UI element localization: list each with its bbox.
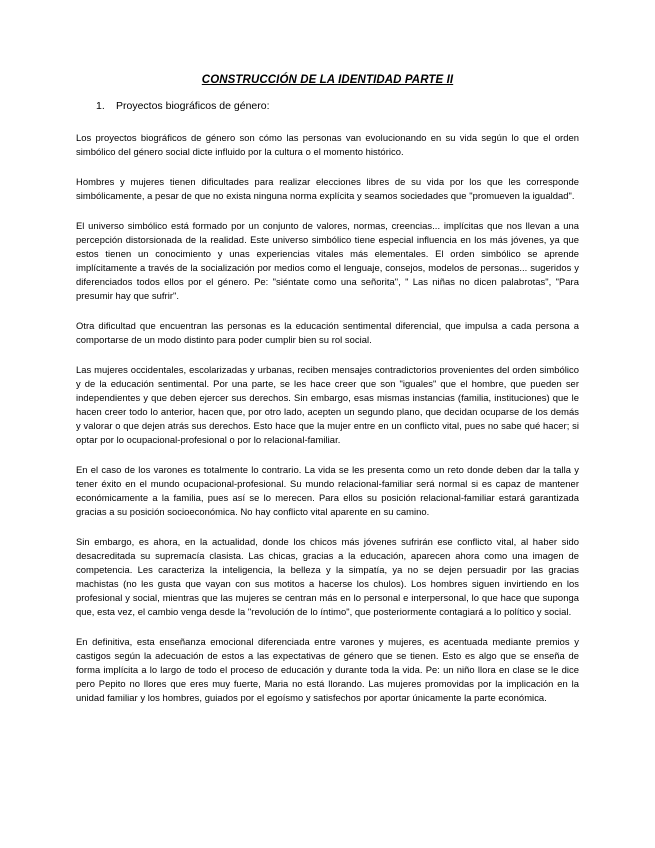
list-number: 1. [96, 100, 105, 112]
paragraph-1: Los proyectos biográficos de género son cómo las personas van evolucionando en su vida según lo que el orden simbólico del género social dicte influido por la cultura o el momento histórico. [76, 132, 579, 157]
paragraph-3: El universo simbólico está formado por un conjunto de valores, normas, creencias... implícitas que nos llevan a una percepción distorsionada de la realidad. Este universo simbólico tiene especial influencia en los más jóvenes, ya que estos tienen un conocimiento y unas experiencias vitales más elementales. El orden simbólico se aprende implícitamente a través de la socialización por medios como el lenguaje, consejos, modelos de personas... sugeridos y diferenciados todos ellos por el género. Pe: "siéntate como una señorita", " Las niñas no dicen palabrotas", "Para presumir hay que sufrir". [76, 220, 579, 301]
paragraph-4: Otra dificultad que encuentran las personas es la educación sentimental diferencial, que impulsa a cada persona a comportarse de un modo distinto para poder cumplir bien su rol social. [76, 320, 579, 345]
paragraph-6: En el caso de los varones es totalmente lo contrario. La vida se les presenta como un reto donde deben dar la talla y tener éxito en el mundo ocupacional-profesional. Su mundo relacional-familiar será normal si es capaz de mantener económicamente a la familia, pues así se lo merecen. Para ellos su posición relacional-familiar estará garantizada gracias a su posición socioeconómica. No hay conflicto vital aparente en su camino. [76, 464, 579, 517]
page-title: CONSTRUCCIÓN DE LA IDENTIDAD PARTE II [201, 74, 454, 86]
paragraph-7: Sin embargo, es ahora, en la actualidad, donde los chicos más jóvenes sufrirán ese conflicto vital, al haber sido desacreditada su supremacía clasista. Las chicas, gracias a la educación, aparecen ahora como una imagen de competencia. Les caracteriza la inteligencia, la belleza y la simpatía, ya no se dejen persuadir por las gracias machistas (no les gusta que vayan con sus motitos a hacerse los chulos). Los hombres siguen invirtiendo en los profesional y social, mientras que las mujeres se centran más en lo personal e interpersonal, lo que hace que suponga que, esta vez, el cambio venga desde la "revolución de lo íntimo", que posteriormente contagiará a lo político y social. [76, 536, 579, 617]
list-label: Proyectos biográficos de género: [116, 100, 270, 112]
paragraph-5: Las mujeres occidentales, escolarizadas y urbanas, reciben mensajes contradictorios provenientes del orden simbólico y de la educación sentimental. Por una parte, se les hace creer que son "iguales" que el hombre, que pueden ser independientes y que deben ejercer sus derechos. Sin embargo, esas mismas instancias (familia, instituciones) que le hacen creer todo lo anterior, hacen que, por otro lado, acepten un segundo plano, que decidan ocuparse de los demás y valorar o que dejen atrás sus derechos. Esto hace que la mujer entre en un conflicto vital, pues no sabe qué hacer; si optar por lo ocupacional-profesional o por lo relacional-familiar. [76, 364, 579, 445]
paragraph-2: Hombres y mujeres tienen dificultades para realizar elecciones libres de su vida por los que les corresponde simbólicamente, a pesar de que no exista ninguna norma explícita y seamos sociedades que "promueven la igualdad". [76, 176, 579, 201]
paragraph-8: En definitiva, esta enseñanza emocional diferenciada entre varones y mujeres, es acentuada mediante premios y castigos según la adecuación de estos a las expectativas de género que se tienen. Esto es algo que se enseña de forma implícita a lo largo de todo el proceso de educación y durante toda la vida. Pe: un niño llora en clase se le dice pero Pepito no llores que eres muy fuerte, Maria no está llorando. Las mujeres promovidas por la implicación en la unidad familiar y los hombres, guiados por el egoísmo y satisfechos por aportar únicamente la parte económica. [76, 636, 579, 703]
document-page [76, 74, 579, 721]
list-item [96, 100, 579, 112]
